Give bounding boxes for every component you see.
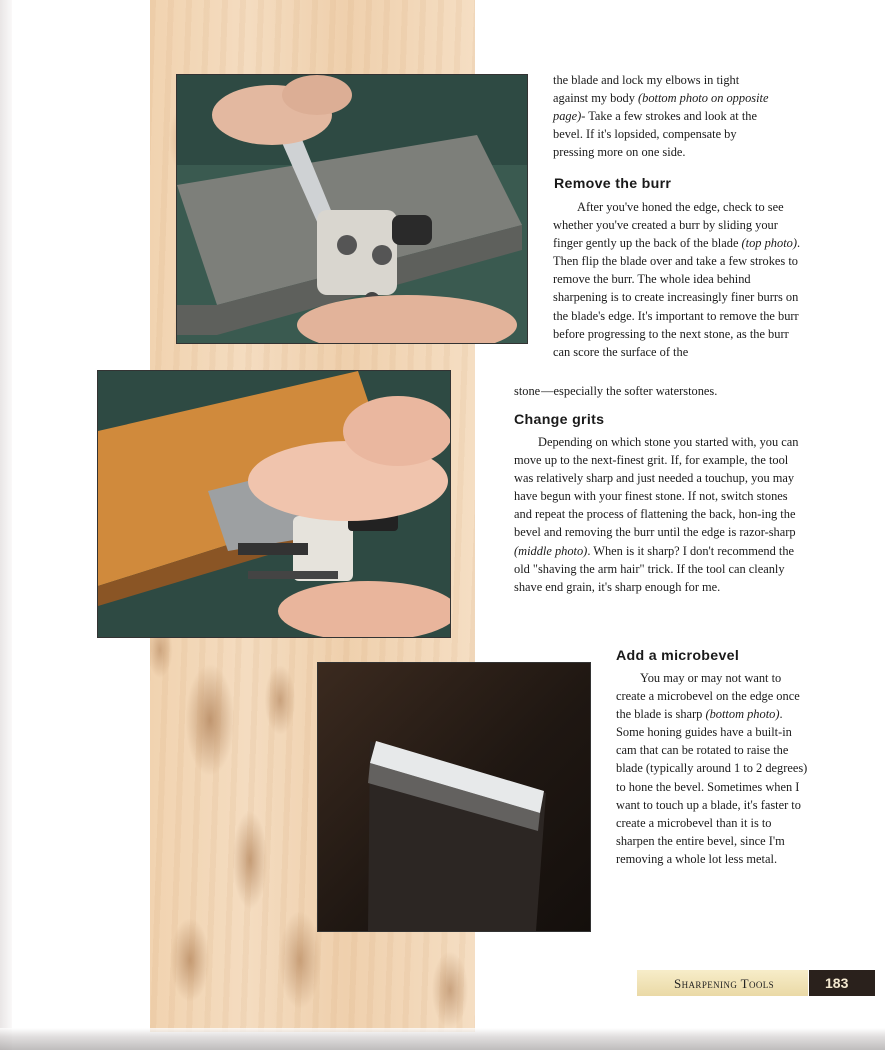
page-bottom-shadow [0, 1028, 885, 1050]
page-number: 183 [809, 970, 875, 996]
remove-burr-paragraph-tail: stone—especially the softer waterstones. [514, 384, 718, 398]
heading-remove-the-burr: Remove the burr [554, 176, 672, 192]
page-edge-shading [0, 0, 12, 1050]
intro-paragraph: the blade and lock my elbows in tight against my body (bottom photo on opposite page)- Take a few strokes and look at the bevel. If it's lopsided, compensate by pressing more on one side. [553, 73, 769, 160]
running-footer-section: Sharpening Tools [674, 976, 775, 991]
microbevel-paragraph: You may or may not want to create a microbevel on the edge once the blade is sharp (bottom photo). Some honing guides have a built-in cam that can be rotated to raise the blade (typically around 1 to 2 degrees) to hone the bevel. Sometimes when I want to touch up a blade, it's faster to create a microbevel than it is to sharpen the entire bevel, since I'm removing a whole lot less metal. [616, 671, 808, 866]
middle-photo-honing-guide [97, 370, 451, 638]
remove-burr-paragraph: After you've honed the edge, check to see whether you've created a burr by sliding your finger gently up the back of the blade (top photo). Then flip the blade over and take a few strokes to remove the burr. The whole idea behind sharpening is to create increasingly finer burrs on the blade's edge. It's important to remove the burr before progressing to the next stone, as the burr can score the surface of the [553, 200, 801, 359]
bottom-photo-blade-microbevel [317, 662, 591, 932]
change-grits-paragraph: Depending on which stone you started with, you can move up to the next-finest grit. If, for example, the tool was relatively sharp and just needed a touchup, you may have begun with your finest stone. If not, switch stones and repeat the process of flattening the back, hon-ing the bevel and removing the burr until the edge is razor-sharp (middle photo). When is it sharp? I don't recommend the old "shaving the arm hair" trick. If the tool can cleanly shave end grain, it's sharp enough for me. [514, 435, 799, 594]
top-photo-honing-guide [176, 74, 528, 344]
heading-add-a-microbevel: Add a microbevel [616, 648, 740, 664]
heading-change-grits: Change grits [514, 412, 605, 428]
